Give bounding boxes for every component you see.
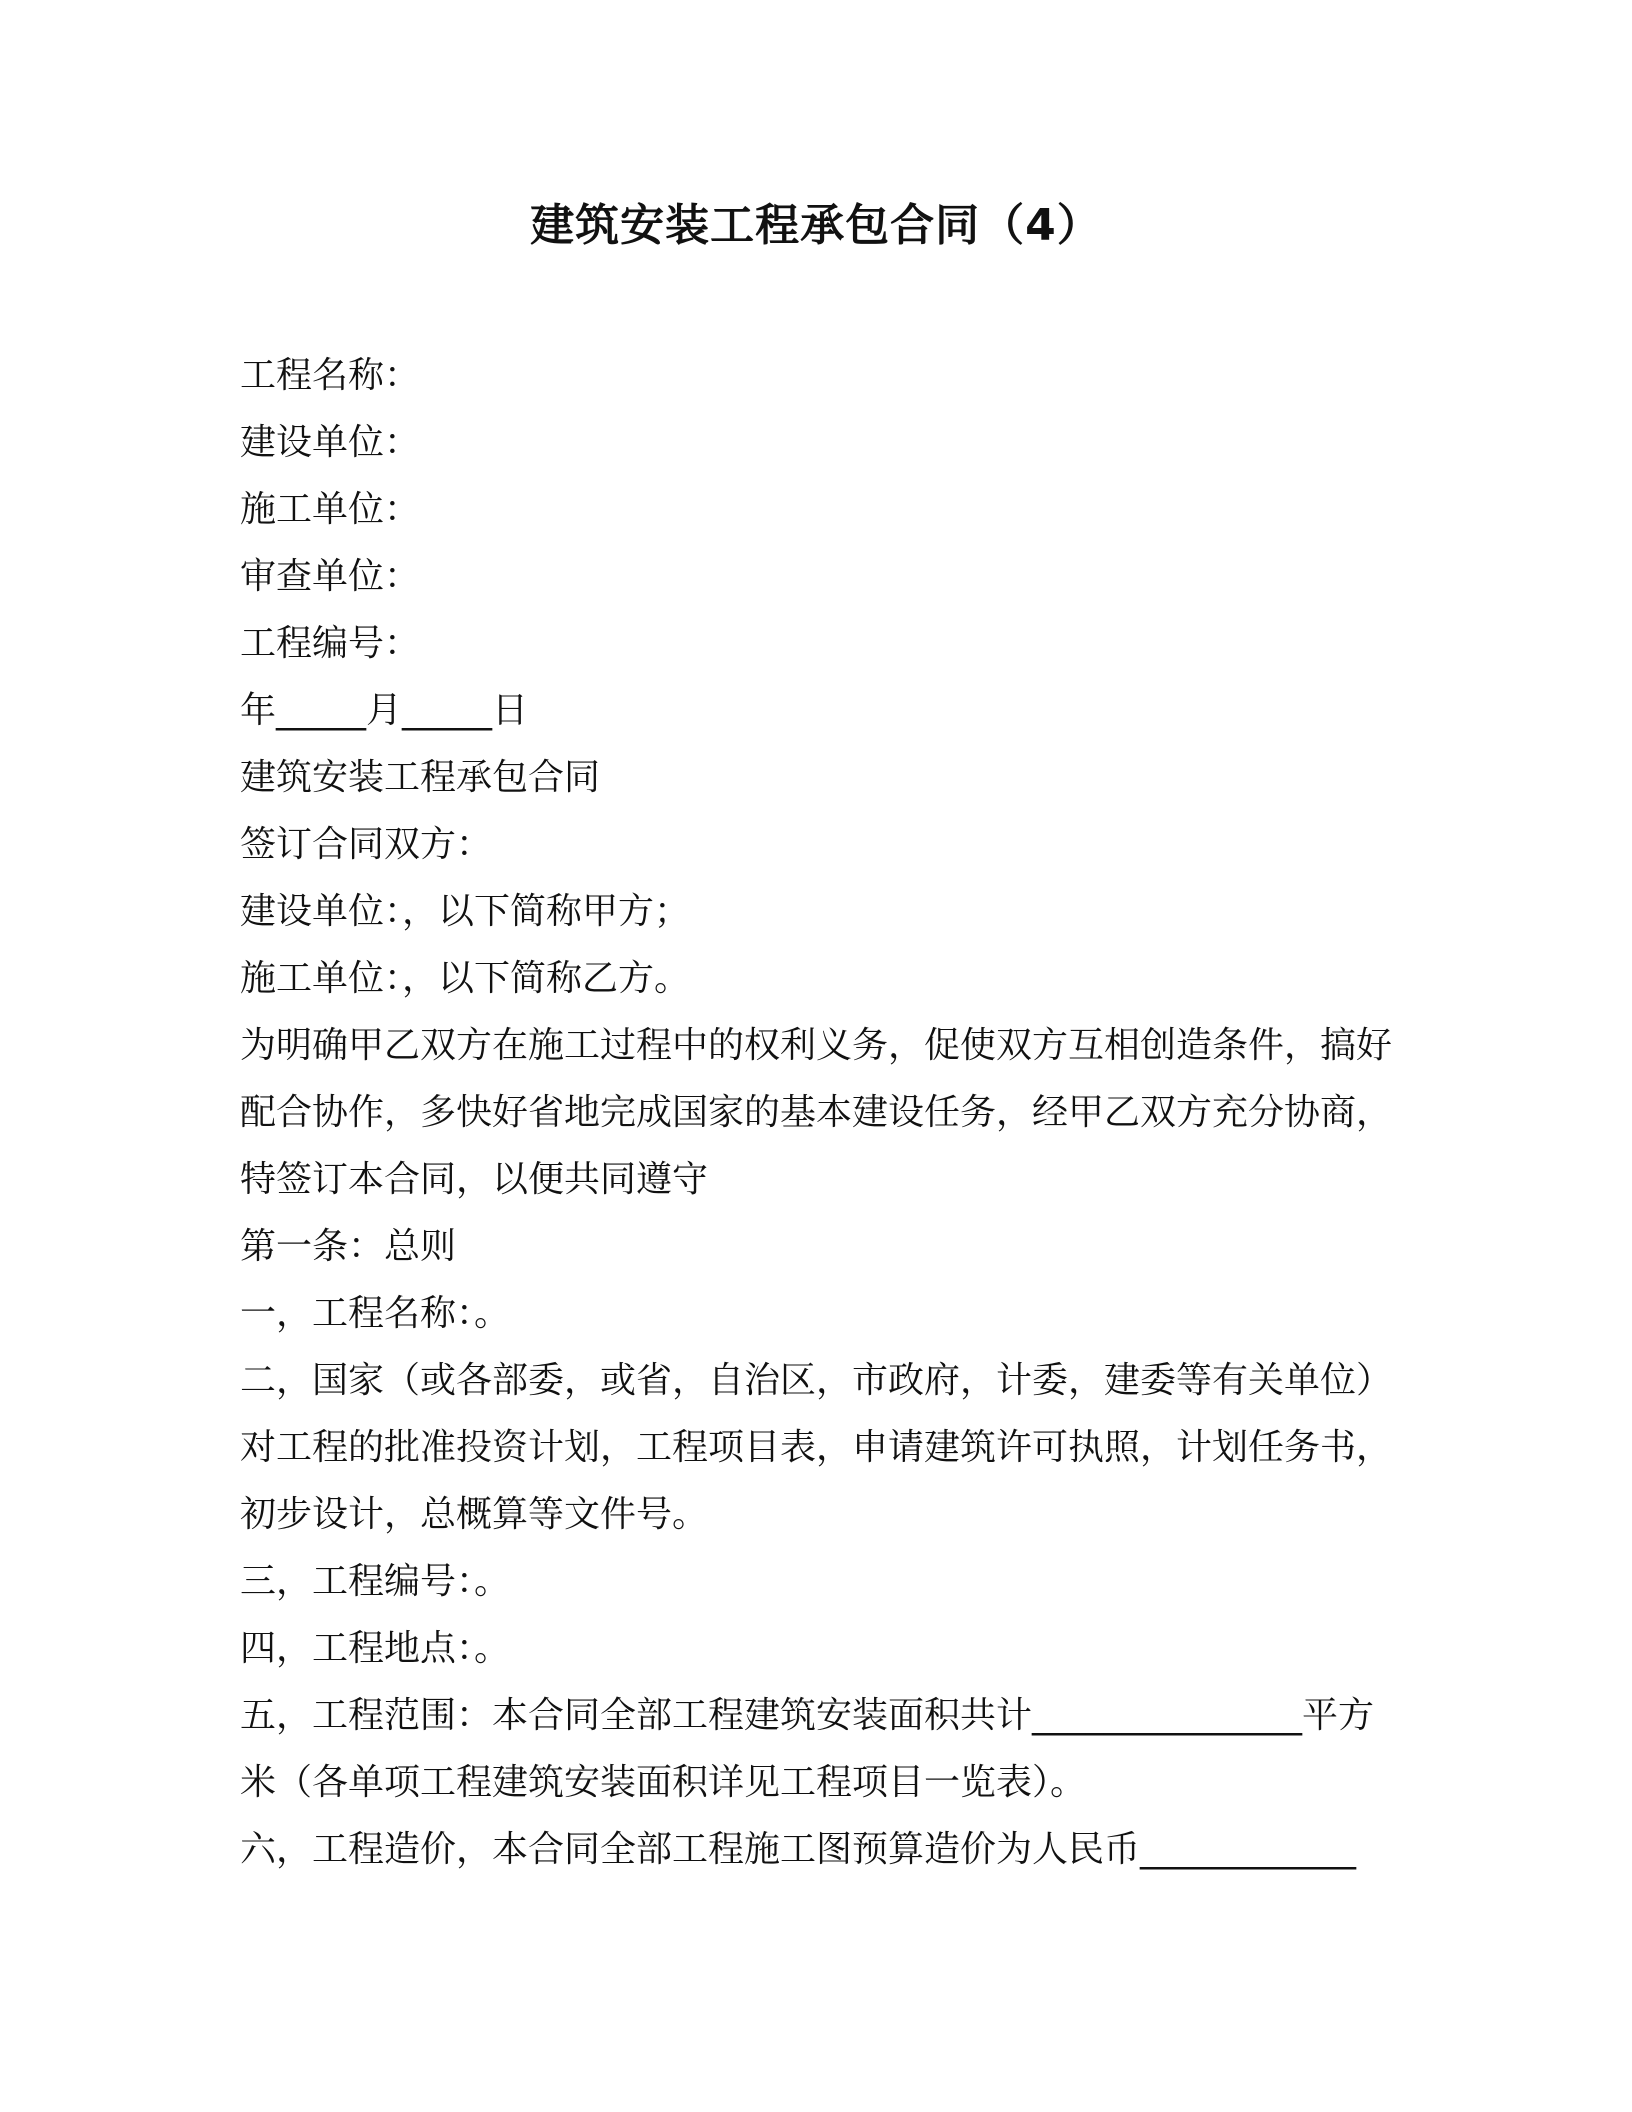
review-unit-line: 审查单位： [240,556,421,597]
project-number-line: 工程编号： [240,623,421,664]
clause-2: 二，国家（或各部委，或省，自治区，市政府，计委，建委等有关单位）对工程的批准投资计划，工程项目表，申请建筑许可执照，计划任务书，初步设计，总概算等文件号。 [240,1360,1393,1535]
party-a-line: 建设单位：，以下简称甲方； [240,891,691,932]
construction-unit-line: 建设单位： [240,422,421,463]
clause-1: 一，工程名称：。 [240,1293,511,1334]
party-b-line: 施工单位：，以下简称乙方。 [240,958,691,999]
contract-subtitle: 建筑安装工程承包合同 [240,757,601,798]
clause-3: 三，工程编号：。 [240,1561,511,1602]
date-line: 年_____月_____日 [240,690,529,731]
contractor-unit-line: 施工单位： [240,489,421,530]
document-body [240,342,1392,1883]
document-title: 建筑安装工程承包合同（4） [530,200,1102,251]
clause-5: 五，工程范围：本合同全部工程建筑安装面积共计_______________平方米（各单项工程建筑安装面积详见工程项目一览表）。 [240,1695,1375,1803]
clause-4: 四，工程地点：。 [240,1628,511,1669]
signing-parties-line: 签订合同双方： [240,824,493,865]
clause-6: 六，工程造价，本合同全部工程施工图预算造价为人民币____________ [240,1829,1357,1870]
intro-paragraph: 为明确甲乙双方在施工过程中的权利义务，促使双方互相创造条件，搞好配合协作，多快好省地完成国家的基本建设任务，经甲乙双方充分协商，特签订本合同，以便共同遵守 [240,1025,1393,1200]
project-name-line: 工程名称： [240,355,421,396]
article-1-heading: 第一条：总则 [240,1226,457,1267]
